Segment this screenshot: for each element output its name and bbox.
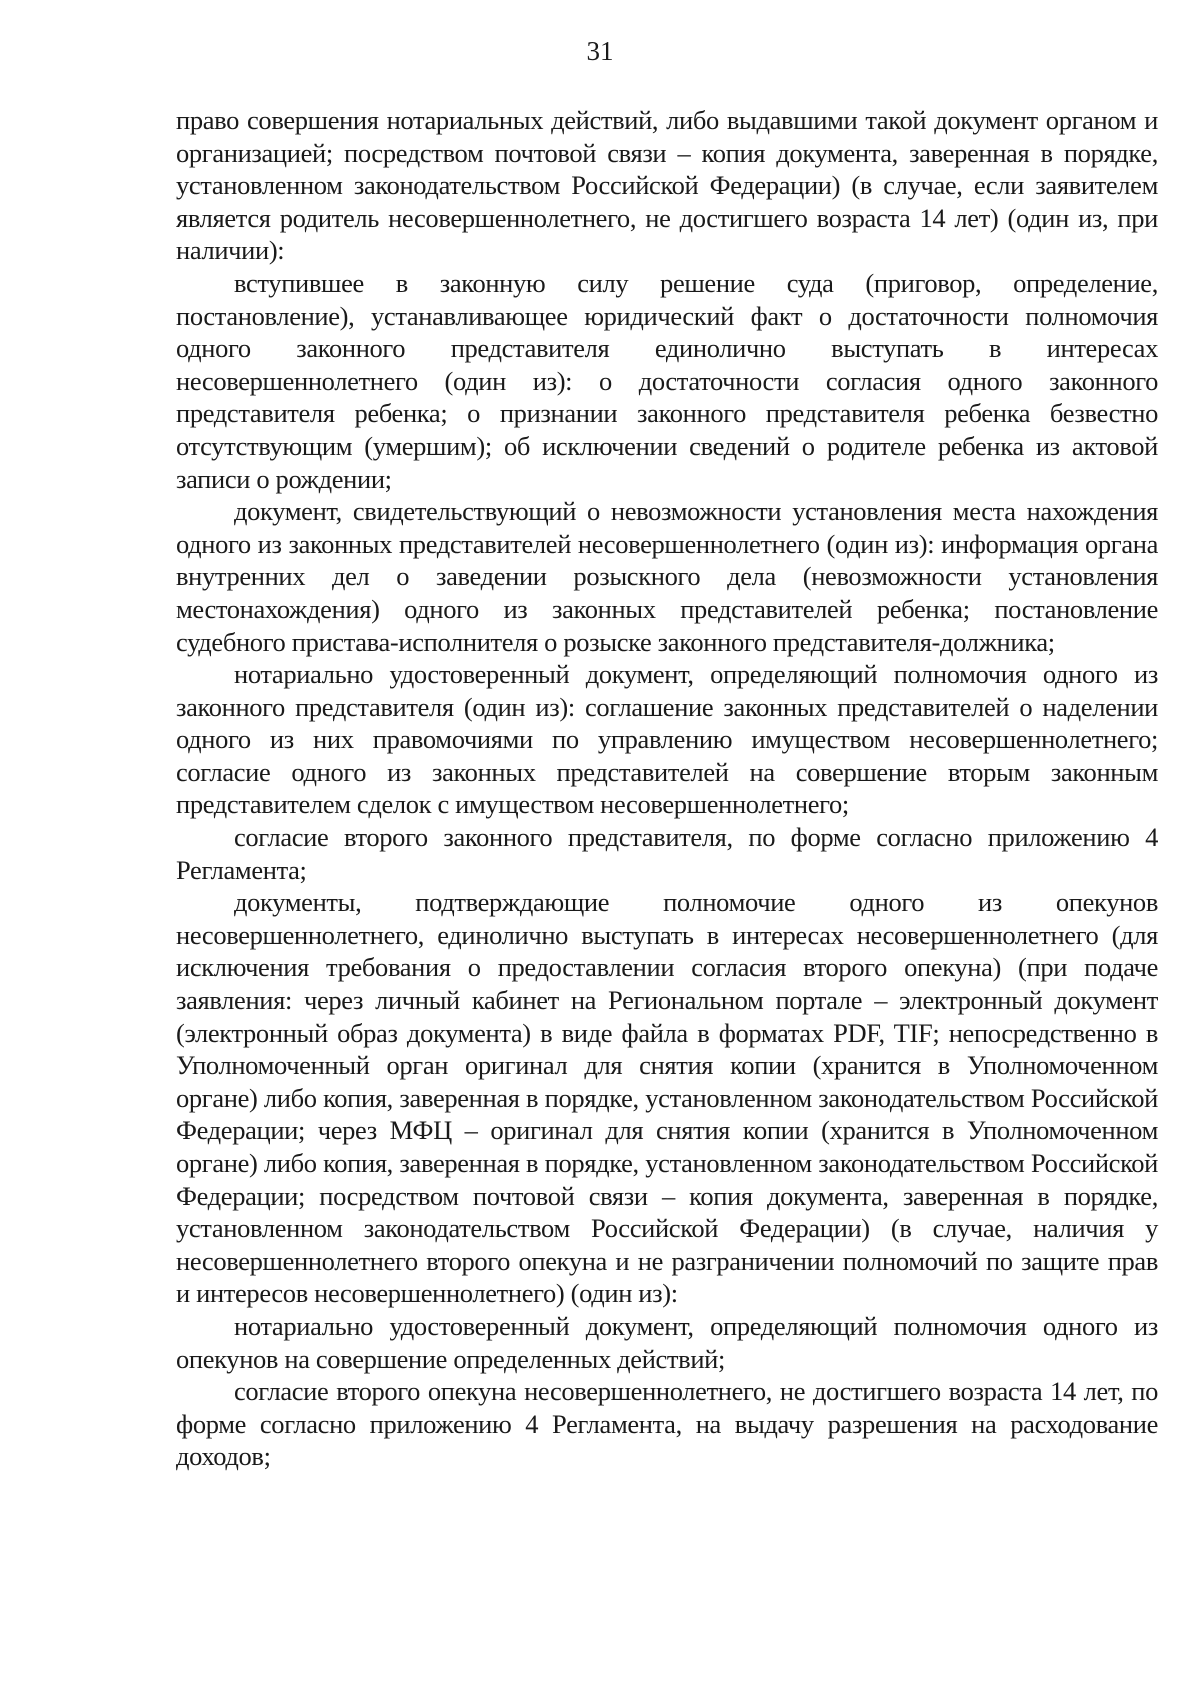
document-body [176,104,1158,1473]
paragraph: вступившее в законную силу решение суда (приговор, определение, постановление), устанавливающее юридический факт о достаточности полномочия одного законного представителя единолично выступать в интересах несовершеннолетнего (один из): о достаточности согласия одного законного представителя ребенка; о признании законного представителя ребенка безвестно отсутствующим (умершим); об исключении сведений о родителе ребенка из актовой записи о рождении; [176,267,1158,494]
paragraph: документы, подтверждающие полномочие одного из опекунов несовершеннолетнего, единолично выступать в интересах несовершеннолетнего (для исключения требования о предоставлении согласия второго опекуна) (при подаче заявления: через личный кабинет на Региональном портале – электронный документ (электронный образ документа) в виде файла в форматах PDF, TIF; непосредственно в Уполномоченный орган оригинал для снятия копии (хранится в Уполномоченном органе) либо копия, заверенная в порядке, установленном законодательством Российской Федерации; через МФЦ – оригинал для снятия копии (хранится в Уполномоченном органе) либо копия, заверенная в порядке, установленном законодательством Российской Федерации; посредством почтовой связи – копия документа, заверенная в порядке, установленном законодательством Российской Федерации) (в случае, наличия у несовершеннолетнего второго опекуна и не разграничении полномочий по защите прав и интересов несовершеннолетнего) (один из): [176,887,1158,1309]
paragraph: документ, свидетельствующий о невозможности установления места нахождения одного из законных представителей несовершеннолетнего (один из): информация органа внутренних дел о заведении розыскного дела (невозможности установления местонахождения) одного из законных представителей ребенка; постановление судебного пристава-исполнителя о розыске законного представителя-должника; [176,496,1158,657]
page-number: 31 [586,36,614,66]
paragraph: нотариально удостоверенный документ, определяющий полномочия одного из законного представителя (один из): соглашение законных представителей о наделении одного из них правомочиями по управлению имуществом несовершеннолетнего; согласие одного из законных представителей на совершение вторым законным представителем сделок с имуществом несовершеннолетнего; [176,659,1158,820]
paragraph: право совершения нотариальных действий, либо выдавшими такой документ органом и организацией; посредством почтовой связи – копия документа, заверенная в порядке, установленном законодательством Российской Федерации) (в случае, если заявителем является родитель несовершеннолетнего, не достигшего возраста 14 лет) (один из, при наличии): [176,105,1158,266]
paragraph: нотариально удостоверенный документ, определяющий полномочия одного из опекунов на совершение определенных действий; [176,1310,1158,1374]
paragraph: согласие второго законного представителя, по форме согласно приложению 4 Регламента; [176,822,1158,885]
paragraph: согласие второго опекуна несовершеннолетнего, не достигшего возраста 14 лет, по форме согласно приложению 4 Регламента, на выдачу разрешения на расходование доходов; [176,1376,1158,1472]
